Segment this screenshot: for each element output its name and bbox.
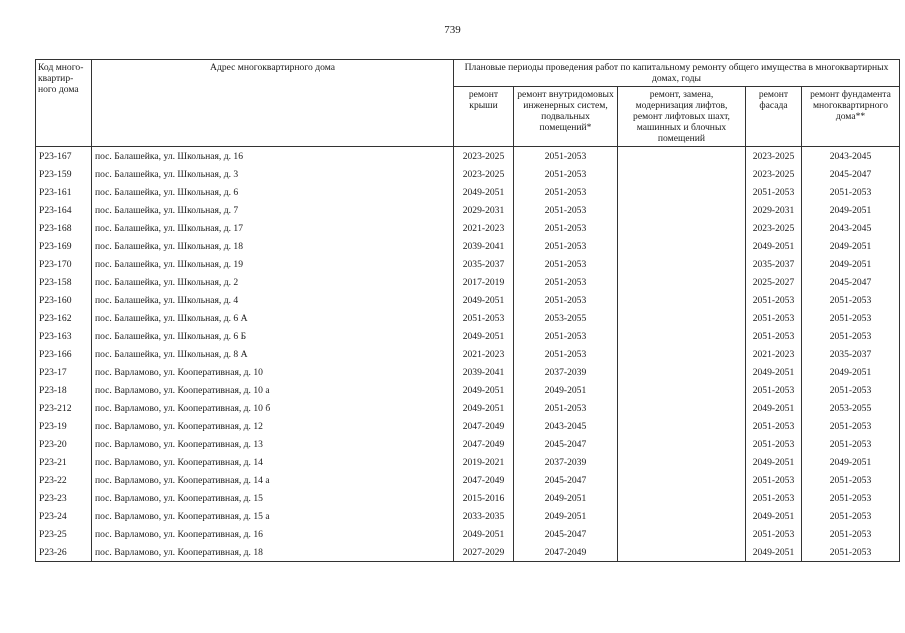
header-facade: ремонт фасада	[746, 87, 802, 147]
cell-facade: 2051-2053	[746, 291, 802, 309]
cell-roof: 2047-2049	[454, 417, 514, 435]
cell-facade: 2049-2051	[746, 507, 802, 525]
cell-lifts	[618, 489, 746, 507]
table-row	[36, 291, 900, 309]
cell-foundation: 2051-2053	[802, 489, 900, 507]
header-roof: ремонт крыши	[454, 87, 514, 147]
cell-facade: 2049-2051	[746, 453, 802, 471]
cell-foundation: 2051-2053	[802, 471, 900, 489]
cell-roof: 2021-2023	[454, 345, 514, 363]
cell-foundation: 2049-2051	[802, 237, 900, 255]
cell-roof: 2019-2021	[454, 453, 514, 471]
header-systems: ремонт внутридомовых инженерных систем, подвальных помещений*	[514, 87, 618, 147]
cell-facade: 2049-2051	[746, 363, 802, 381]
cell-foundation: 2049-2051	[802, 255, 900, 273]
cell-foundation: 2049-2051	[802, 363, 900, 381]
cell-foundation: 2043-2045	[802, 147, 900, 166]
cell-lifts	[618, 309, 746, 327]
cell-address: пос. Балашейка, ул. Школьная, д. 8 А	[92, 345, 454, 363]
cell-facade: 2051-2053	[746, 309, 802, 327]
table-row	[36, 183, 900, 201]
cell-facade: 2051-2053	[746, 489, 802, 507]
repair-schedule-table	[35, 59, 900, 562]
cell-systems: 2047-2049	[514, 543, 618, 562]
cell-facade: 2023-2025	[746, 219, 802, 237]
cell-facade: 2035-2037	[746, 255, 802, 273]
cell-facade: 2029-2031	[746, 201, 802, 219]
cell-roof: 2047-2049	[454, 435, 514, 453]
table-row	[36, 345, 900, 363]
cell-systems: 2049-2051	[514, 489, 618, 507]
cell-systems: 2051-2053	[514, 219, 618, 237]
cell-lifts	[618, 399, 746, 417]
cell-lifts	[618, 273, 746, 291]
table-row	[36, 543, 900, 562]
cell-facade: 2051-2053	[746, 381, 802, 399]
cell-lifts	[618, 237, 746, 255]
cell-lifts	[618, 219, 746, 237]
cell-systems: 2051-2053	[514, 201, 618, 219]
header-periods: Плановые периоды проведения работ по капитальному ремонту общего имущества в многоквартирных домах, годы	[454, 60, 900, 87]
cell-code: Р23-25	[36, 525, 92, 543]
cell-lifts	[618, 165, 746, 183]
table-row	[36, 525, 900, 543]
cell-address: пос. Варламово, ул. Кооперативная, д. 15	[92, 489, 454, 507]
cell-roof: 2039-2041	[454, 363, 514, 381]
cell-address: пос. Варламово, ул. Кооперативная, д. 16	[92, 525, 454, 543]
cell-roof: 2017-2019	[454, 273, 514, 291]
cell-roof: 2027-2029	[454, 543, 514, 562]
cell-systems: 2051-2053	[514, 291, 618, 309]
cell-lifts	[618, 345, 746, 363]
cell-address: пос. Балашейка, ул. Школьная, д. 3	[92, 165, 454, 183]
cell-roof: 2023-2025	[454, 165, 514, 183]
header-lifts: ремонт, замена, модернизация лифтов, ремонт лифтовых шахт, машинных и блочных помещений	[618, 87, 746, 147]
cell-code: Р23-159	[36, 165, 92, 183]
cell-facade: 2051-2053	[746, 327, 802, 345]
cell-code: Р23-24	[36, 507, 92, 525]
cell-address: пос. Балашейка, ул. Школьная, д. 4	[92, 291, 454, 309]
cell-lifts	[618, 381, 746, 399]
table-row	[36, 399, 900, 417]
cell-code: Р23-18	[36, 381, 92, 399]
cell-code: Р23-158	[36, 273, 92, 291]
table-row	[36, 363, 900, 381]
table-row	[36, 327, 900, 345]
table-body	[36, 147, 900, 562]
table-row	[36, 273, 900, 291]
table-row	[36, 255, 900, 273]
cell-foundation: 2051-2053	[802, 507, 900, 525]
cell-lifts	[618, 543, 746, 562]
cell-foundation: 2043-2045	[802, 219, 900, 237]
cell-roof: 2039-2041	[454, 237, 514, 255]
cell-address: пос. Балашейка, ул. Школьная, д. 6 А	[92, 309, 454, 327]
header-foundation: ремонт фундамента многоквартирного дома**	[802, 87, 900, 147]
cell-systems: 2049-2051	[514, 381, 618, 399]
cell-systems: 2051-2053	[514, 165, 618, 183]
cell-roof: 2029-2031	[454, 201, 514, 219]
table-row	[36, 147, 900, 166]
cell-lifts	[618, 471, 746, 489]
cell-code: Р23-164	[36, 201, 92, 219]
cell-address: пос. Варламово, ул. Кооперативная, д. 12	[92, 417, 454, 435]
cell-systems: 2051-2053	[514, 345, 618, 363]
cell-lifts	[618, 417, 746, 435]
cell-lifts	[618, 255, 746, 273]
cell-foundation: 2045-2047	[802, 165, 900, 183]
cell-code: Р23-160	[36, 291, 92, 309]
cell-code: Р23-212	[36, 399, 92, 417]
cell-address: пос. Балашейка, ул. Школьная, д. 18	[92, 237, 454, 255]
cell-systems: 2051-2053	[514, 237, 618, 255]
cell-lifts	[618, 525, 746, 543]
header-code	[36, 60, 92, 147]
cell-address: пос. Варламово, ул. Кооперативная, д. 15 а	[92, 507, 454, 525]
cell-systems: 2049-2051	[514, 507, 618, 525]
cell-systems: 2051-2053	[514, 399, 618, 417]
table-row	[36, 507, 900, 525]
cell-systems: 2045-2047	[514, 525, 618, 543]
cell-foundation: 2051-2053	[802, 291, 900, 309]
cell-address: пос. Балашейка, ул. Школьная, д. 17	[92, 219, 454, 237]
cell-code: Р23-161	[36, 183, 92, 201]
cell-roof: 2035-2037	[454, 255, 514, 273]
cell-roof: 2049-2051	[454, 381, 514, 399]
cell-code: Р23-23	[36, 489, 92, 507]
header-address: Адрес многоквартирного дома	[92, 60, 454, 147]
cell-code: Р23-22	[36, 471, 92, 489]
table-row	[36, 417, 900, 435]
cell-code: Р23-17	[36, 363, 92, 381]
cell-code: Р23-19	[36, 417, 92, 435]
cell-facade: 2051-2053	[746, 183, 802, 201]
cell-facade: 2023-2025	[746, 147, 802, 166]
cell-facade: 2049-2051	[746, 399, 802, 417]
cell-systems: 2045-2047	[514, 435, 618, 453]
cell-lifts	[618, 291, 746, 309]
cell-facade: 2025-2027	[746, 273, 802, 291]
cell-systems: 2051-2053	[514, 147, 618, 166]
table-row	[36, 165, 900, 183]
cell-facade: 2051-2053	[746, 435, 802, 453]
cell-lifts	[618, 201, 746, 219]
cell-address: пос. Варламово, ул. Кооперативная, д. 10 б	[92, 399, 454, 417]
cell-systems: 2051-2053	[514, 183, 618, 201]
cell-foundation: 2049-2051	[802, 201, 900, 219]
cell-lifts	[618, 435, 746, 453]
cell-foundation: 2051-2053	[802, 543, 900, 562]
cell-roof: 2051-2053	[454, 309, 514, 327]
cell-facade: 2051-2053	[746, 525, 802, 543]
table-row	[36, 237, 900, 255]
cell-foundation: 2051-2053	[802, 381, 900, 399]
cell-facade: 2023-2025	[746, 165, 802, 183]
page-number: 739	[444, 24, 461, 36]
cell-code: Р23-162	[36, 309, 92, 327]
cell-roof: 2015-2016	[454, 489, 514, 507]
cell-foundation: 2049-2051	[802, 453, 900, 471]
cell-roof: 2049-2051	[454, 525, 514, 543]
table-row	[36, 381, 900, 399]
cell-roof: 2047-2049	[454, 471, 514, 489]
cell-code: Р23-168	[36, 219, 92, 237]
cell-code: Р23-163	[36, 327, 92, 345]
table-row	[36, 435, 900, 453]
cell-facade: 2021-2023	[746, 345, 802, 363]
cell-address: пос. Варламово, ул. Кооперативная, д. 10 а	[92, 381, 454, 399]
header-code-text: Код много- квартир- ного дома	[38, 62, 84, 95]
cell-code: Р23-166	[36, 345, 92, 363]
cell-roof: 2049-2051	[454, 327, 514, 345]
cell-roof: 2023-2025	[454, 147, 514, 166]
cell-facade: 2051-2053	[746, 471, 802, 489]
cell-foundation: 2051-2053	[802, 183, 900, 201]
table-row	[36, 471, 900, 489]
cell-systems: 2051-2053	[514, 327, 618, 345]
cell-foundation: 2035-2037	[802, 345, 900, 363]
cell-lifts	[618, 147, 746, 166]
cell-address: пос. Варламово, ул. Кооперативная, д. 14 а	[92, 471, 454, 489]
cell-address: пос. Балашейка, ул. Школьная, д. 6	[92, 183, 454, 201]
table-row	[36, 201, 900, 219]
cell-code: Р23-20	[36, 435, 92, 453]
cell-code: Р23-170	[36, 255, 92, 273]
cell-systems: 2043-2045	[514, 417, 618, 435]
cell-lifts	[618, 453, 746, 471]
table-row	[36, 219, 900, 237]
cell-code: Р23-26	[36, 543, 92, 562]
table-row	[36, 309, 900, 327]
cell-code: Р23-21	[36, 453, 92, 471]
cell-facade: 2051-2053	[746, 417, 802, 435]
cell-address: пос. Балашейка, ул. Школьная, д. 16	[92, 147, 454, 166]
table-header	[36, 60, 900, 147]
cell-roof: 2049-2051	[454, 291, 514, 309]
cell-lifts	[618, 507, 746, 525]
cell-systems: 2051-2053	[514, 255, 618, 273]
cell-address: пос. Балашейка, ул. Школьная, д. 2	[92, 273, 454, 291]
cell-foundation: 2051-2053	[802, 435, 900, 453]
cell-address: пос. Варламово, ул. Кооперативная, д. 18	[92, 543, 454, 562]
cell-systems: 2037-2039	[514, 453, 618, 471]
cell-facade: 2049-2051	[746, 543, 802, 562]
cell-roof: 2049-2051	[454, 183, 514, 201]
cell-code: Р23-167	[36, 147, 92, 166]
cell-address: пос. Балашейка, ул. Школьная, д. 6 Б	[92, 327, 454, 345]
cell-foundation: 2051-2053	[802, 417, 900, 435]
cell-code: Р23-169	[36, 237, 92, 255]
table-row	[36, 489, 900, 507]
cell-address: пос. Варламово, ул. Кооперативная, д. 14	[92, 453, 454, 471]
cell-foundation: 2051-2053	[802, 309, 900, 327]
cell-foundation: 2051-2053	[802, 327, 900, 345]
table-row	[36, 453, 900, 471]
cell-lifts	[618, 327, 746, 345]
cell-systems: 2051-2053	[514, 273, 618, 291]
cell-roof: 2049-2051	[454, 399, 514, 417]
cell-systems: 2037-2039	[514, 363, 618, 381]
cell-address: пос. Варламово, ул. Кооперативная, д. 13	[92, 435, 454, 453]
cell-lifts	[618, 183, 746, 201]
cell-address: пос. Балашейка, ул. Школьная, д. 19	[92, 255, 454, 273]
cell-foundation: 2045-2047	[802, 273, 900, 291]
cell-address: пос. Балашейка, ул. Школьная, д. 7	[92, 201, 454, 219]
cell-roof: 2033-2035	[454, 507, 514, 525]
cell-lifts	[618, 363, 746, 381]
cell-systems: 2045-2047	[514, 471, 618, 489]
cell-facade: 2049-2051	[746, 237, 802, 255]
cell-roof: 2021-2023	[454, 219, 514, 237]
cell-address: пос. Варламово, ул. Кооперативная, д. 10	[92, 363, 454, 381]
cell-foundation: 2051-2053	[802, 525, 900, 543]
cell-systems: 2053-2055	[514, 309, 618, 327]
cell-foundation: 2053-2055	[802, 399, 900, 417]
